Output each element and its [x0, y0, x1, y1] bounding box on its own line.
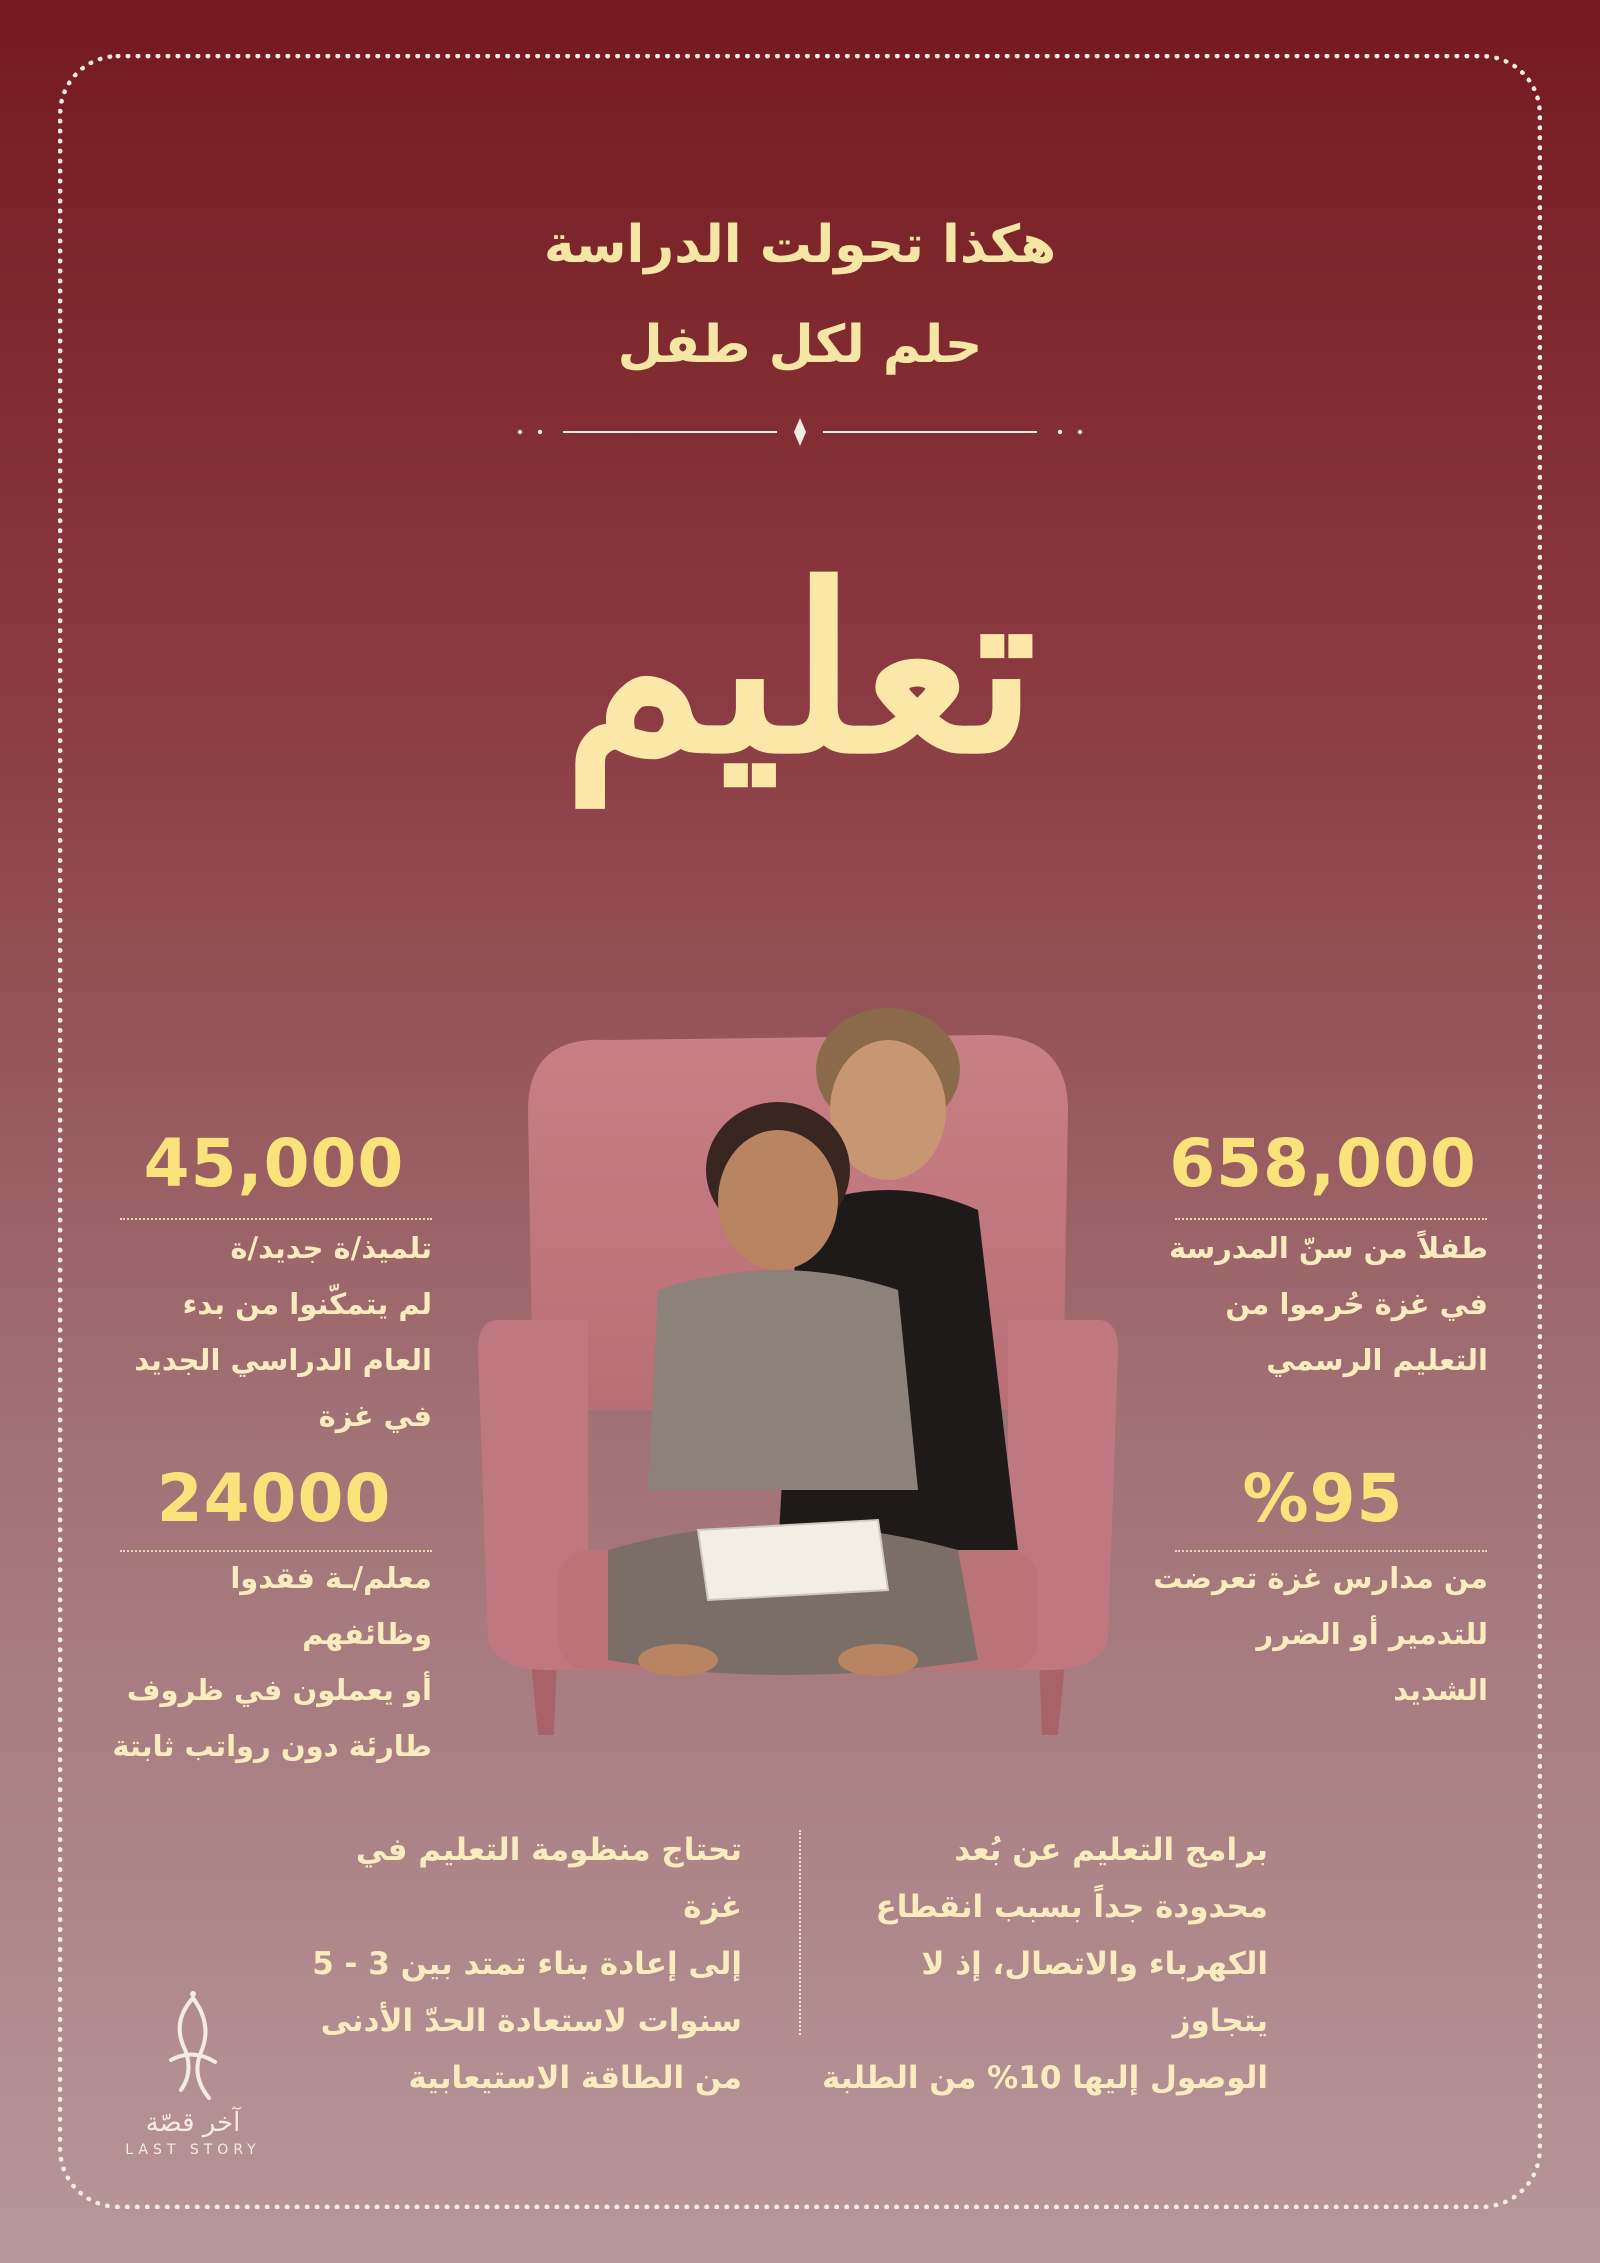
header-line-2: حلم لكل طفل: [617, 315, 983, 375]
stat-number-children: 658,000: [1169, 1125, 1477, 1202]
stat-text-schools: من مدارس غزة تعرضت للتدمير أو الضرر الشديد: [1153, 1561, 1488, 1707]
vertical-divider: [799, 1830, 801, 2035]
children-armchair-photo: [458, 990, 1138, 1750]
header-line-1: هكذا تحولت الدراسة: [543, 215, 1057, 275]
main-title: تعليم: [563, 535, 1037, 805]
logo-english-name: LAST STORY: [125, 2142, 261, 2158]
stat-number-teachers: 24000: [156, 1460, 392, 1537]
logo-arabic-name: آخر قصّة: [145, 2108, 241, 2138]
stat-number-schools: %95: [1242, 1460, 1404, 1537]
stat-text-students: تلميذ/ة جديد/ة لم يتمكّنوا من بدء العام الدراسي الجديد في غزة: [134, 1231, 432, 1433]
ornamental-divider: [515, 415, 1085, 449]
remote-learning-text: برامج التعليم عن بُعد محدودة جداً بسبب انقطاع الكهرباء والاتصال، إذ لا يتجاوز الوصول إليها 10% من الطلبة: [821, 1832, 1268, 2096]
stat-text-teachers: معلم/ـة فقدوا وظائفهم أو يعملون في ظروف طارئة دون رواتب ثابتة: [112, 1561, 432, 1763]
stat-text-children: طفلاً من سنّ المدرسة في غزة حُرموا من التعليم الرسمي: [1169, 1231, 1488, 1377]
last-story-logo: [108, 1990, 278, 2160]
stat-number-students: 45,000: [143, 1125, 405, 1202]
rebuilding-text: تحتاج منظومة التعليم في غزة إلى إعادة بناء تمتد بين 3 - 5 سنوات لاستعادة الحدّ الأدنى من الطاقة الاستيعابية: [312, 1832, 742, 2096]
calligraphy-logo-icon: [153, 1990, 233, 2105]
